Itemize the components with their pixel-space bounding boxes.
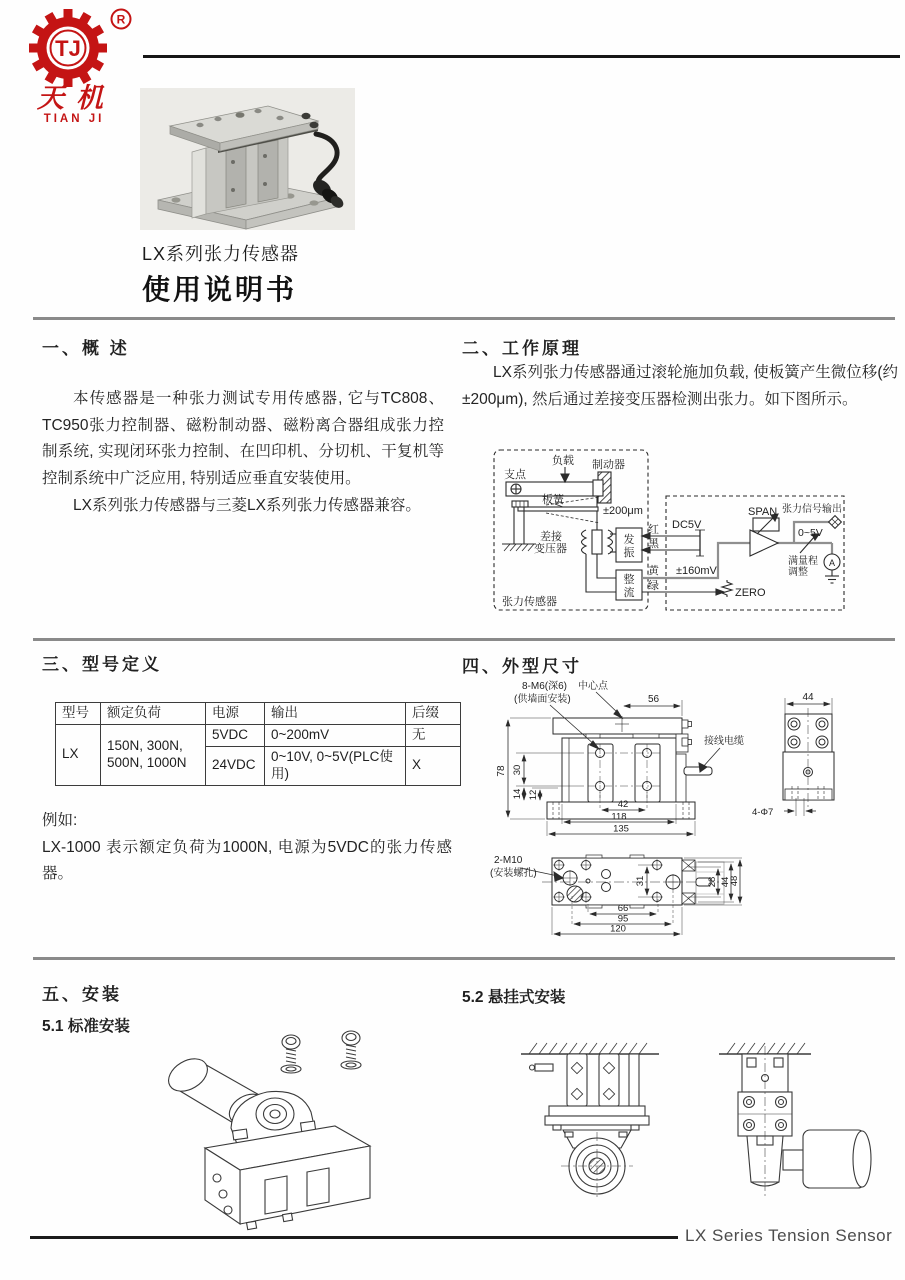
dim-thread: 8-M6(深6) [522, 681, 568, 692]
dim-56: 56 [648, 694, 660, 705]
label-oscillator-1: 发 [623, 534, 635, 546]
doc-main-title: 使用说明书 [142, 274, 298, 305]
example-label: 例如: [42, 812, 78, 829]
section-rule-2 [33, 638, 895, 641]
label-transformer-1: 差接 [540, 531, 562, 543]
label-load: 负载 [552, 455, 574, 467]
heading-overview: 一、概 述 [42, 339, 130, 358]
label-160mv: ±160mV [676, 565, 717, 577]
dim-95: 95 [617, 913, 629, 925]
section-rule-1 [33, 317, 895, 320]
subheading-hanging-install: 5.2 悬挂式安装 [462, 989, 566, 1006]
cell-power: 5VDC [206, 724, 265, 746]
label-sensor-box: 张力传感器 [502, 596, 557, 608]
label-spring: 板簧 [542, 494, 564, 506]
label-out-range: 0~5V [798, 527, 823, 539]
principle-paragraph: LX系列张力传感器通过滚轮施加负载, 使板簧产生微位移(约±200μm), 然后通过差接变压器检测出张力。如下图所示。 [462, 364, 898, 408]
heading-principle: 二、工作原理 [462, 339, 582, 358]
overview-paragraph-1: 本传感器是一种张力测试专用传感器, 它与TC808、TC950张力控制器、磁粉制动器、磁粉离合器组成张力控制系统, 实现闭环张力控制、在凹印机、分切机、干复机等控制系统中广泛应用, 特别适应垂直安装使用。 [42, 390, 444, 487]
subheading-standard-install: 5.1 标准安装 [42, 1018, 130, 1035]
dim-28: 28 [707, 876, 718, 888]
dim-135: 135 [613, 823, 629, 835]
label-wire-green: 绿 [648, 580, 659, 592]
dim-2m10: 2-M10 [494, 855, 523, 866]
dim-4phi7: 4-Φ7 [752, 807, 774, 818]
label-displacement: ±200μm [603, 505, 643, 517]
model-example [42, 808, 452, 888]
label-rectifier-1: 整 [623, 574, 635, 586]
dim-44: 44 [802, 692, 814, 703]
col-model: 型号 [56, 703, 101, 725]
col-suffix: 后缀 [406, 703, 461, 725]
cell-load-line2: 500N, 1000N [107, 754, 187, 770]
dim-48: 48 [729, 875, 740, 887]
overview-paragraph-2: LX系列张力传感器与三菱LX系列张力传感器兼容。 [73, 497, 421, 514]
cell-power: 24VDC [206, 746, 265, 785]
label-brake: 制动器 [592, 459, 625, 471]
table-row [56, 724, 461, 746]
label-dc5v: DC5V [672, 519, 702, 531]
screw-icon [281, 1035, 301, 1073]
logo-tj-text: TJ [55, 36, 81, 61]
dimension-drawing-top [458, 852, 905, 956]
cell-load-line1: 150N, 300N, [107, 737, 183, 753]
label-zero: ZERO [735, 587, 766, 599]
footer-series-text: LX Series Tension Sensor [685, 1226, 893, 1245]
cell-load [101, 724, 206, 785]
example-text: LX-1000 表示额定负荷为1000N, 电源为5VDC的张力传感器。 [42, 838, 452, 883]
dim-120: 120 [610, 923, 626, 935]
heading-install: 五、安装 [42, 985, 122, 1004]
table-header-row [56, 703, 461, 725]
label-fullscale-1: 满量程 [788, 556, 818, 567]
label-fulcrum: 支点 [504, 469, 526, 481]
dim-118: 118 [611, 811, 627, 823]
label-wire-red: 红 [648, 524, 659, 536]
dim-30: 30 [512, 764, 523, 776]
dim-66: 66 [617, 903, 629, 914]
label-rectifier-2: 流 [623, 587, 635, 599]
cell-suffix: 无 [406, 724, 461, 746]
heading-dimensions: 四、外型尺寸 [462, 657, 582, 676]
label-ammeter: A [828, 558, 836, 568]
dim-cable: 接线电缆 [704, 736, 744, 747]
working-principle-diagram [488, 444, 905, 616]
heading-model: 三、型号定义 [42, 655, 162, 674]
dim-2m10-note: (安装螺孔) [490, 868, 537, 879]
label-wire-yellow: 黄 [648, 565, 659, 577]
dim-thread-note: (供墙面安装) [514, 694, 571, 705]
footer-rule [30, 1236, 678, 1239]
dimension-drawing-front [458, 674, 905, 854]
gear-icon [29, 9, 107, 87]
registered-mark-icon [112, 10, 131, 29]
dim-78: 78 [496, 765, 507, 777]
label-span: SPAN [748, 506, 778, 518]
svg-text:R: R [116, 12, 126, 27]
cell-suffix: X [406, 746, 461, 785]
cell-output: 0~10V, 0~5V(PLC使用) [265, 746, 406, 785]
dim-42: 42 [617, 799, 629, 810]
doc-title-block [142, 240, 299, 308]
company-logo-icon [18, 4, 140, 126]
screw-icon [341, 1031, 361, 1069]
dim-44b: 44 [720, 876, 731, 888]
doc-series-title: LX系列张力传感器 [142, 244, 300, 264]
col-load: 额定负荷 [101, 703, 206, 725]
dim-12: 12 [528, 789, 539, 801]
model-table [55, 702, 461, 786]
label-fullscale-2: 调整 [788, 567, 808, 578]
label-oscillator-2: 振 [623, 547, 635, 559]
section-rule-3 [33, 957, 895, 960]
label-wire-black: 黑 [648, 538, 659, 550]
dim-31: 31 [635, 875, 646, 887]
logo-cn-text: 天机 [37, 83, 115, 113]
dim-14: 14 [512, 788, 523, 800]
label-signal-out: 张力信号输出 [782, 504, 842, 515]
dim-centerpoint: 中心点 [578, 681, 608, 692]
hanging-install-drawing [505, 1038, 905, 1200]
col-output: 输出 [265, 703, 406, 725]
product-photo [140, 88, 355, 230]
standard-install-drawing [135, 1028, 390, 1233]
col-power: 电源 [206, 703, 265, 725]
logo-en-text: TIAN JI [43, 113, 105, 125]
cell-output: 0~200mV [265, 724, 406, 746]
label-transformer-2: 变压器 [534, 543, 567, 555]
cell-model: LX [56, 724, 101, 785]
header-rule [143, 55, 900, 58]
tension-sensor-photo-art [140, 88, 355, 230]
